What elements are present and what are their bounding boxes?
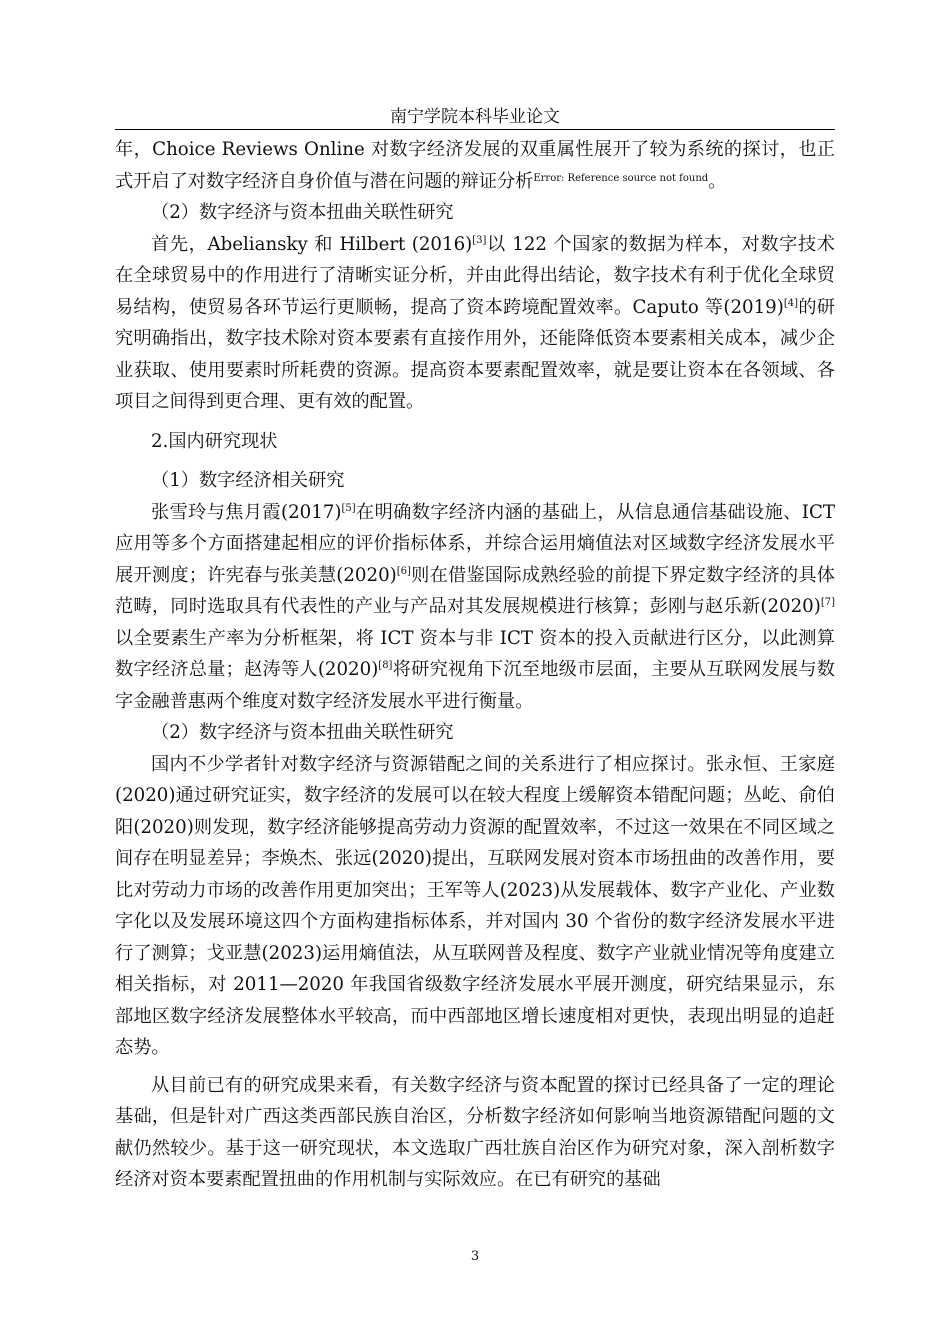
paragraph-text: 的研究明确指出，数字技术除对资本要素有直接作用外，还能降低资本要素相关成本，减少企业获取、使用要素时所耗费的资源。提高资本要素配置效率，就是要让资本在各领域、各项目之间得到更合理、更有效的配置。 [115,296,835,412]
paragraph-text: 。 [708,170,727,192]
running-header: 南宁学院本科毕业论文 [390,107,560,127]
paragraph-text: 张雪玲与焦月霞(2017) [151,501,342,523]
paragraph-research-gap: 从目前已有的研究成果来看，有关数字经济与资本配置的探讨已经具备了一定的理论基础，但是针对广西这类西部民族自治区，分析数字经济如何影响当地资源错配问题的文献仍然较少。基于这一研究现状，本文选取广西壮族自治区作为研究对象，深入剖析数字经济对资本要素配置扭曲的作用机制与实际效应。在已有研究的基础 [115,1074,835,1190]
paragraph-text: 则在借鉴国际成熟经验的前提下界定数字经济的具体范畴，同时选取具有代表性的产业与产品对其发展规模进行核算；彭刚与赵乐新(2020) [115,564,835,617]
reference-error: Error: Reference source not found [533,172,709,184]
header-rule [115,129,835,130]
paragraph-domestic-misallocation: 国内不少学者针对数字经济与资源错配之间的关系进行了相应探讨。张永恒、王家庭(2020)通过研究证实，数字经济的发展可以在较大程度上缓解资本错配问题；丛屹、俞伯阳(2020)则发现，数字经济能够提高劳动力资源的配置效率，不过这一效果在不同区域之间存在明显差异；李焕杰、张远(2020)提出，互联网发展对资本市场扭曲的改善作用，要比对劳动力市场的改善作用更加突出；王军等人(2023)从发展载体、数字产业化、产业数字化以及发展环境这四个方面构建指标体系，并对国内 30 个省份的数字经济发展水平进行了测算；戈亚慧(2023)运用熵值法，从互联网普及程度、数字产业就业情况等角度建立相关指标，对 2011—2020 年我国省级数字经济发展水平展开测度，研究结果显示，东部地区数字经济发展整体水平较高，而中西部地区增长速度相对更快，表现出明显的追赶态势。 [115,753,835,1058]
citation: [3] [472,234,487,246]
section-heading-domestic: 2.国内研究现状 [151,430,278,452]
paragraph-text: 在明确数字经济内涵的基础上，从信息通信基础设施、ICT 应用等多个方面搭建起相应的评价指标体系，并综合运用熵值法对区域数字经济发展水平展开测度；许宪春与张美慧(2020) [115,501,835,586]
paragraph-text: 以 122 个国家的数据为样本，对数字技术在全球贸易中的作用进行了清晰实证分析，并由此得出结论，数字技术有利于优化全球贸易结构，使贸易各环节运行更顺畅，提高了资本跨境配置效率。Caputo 等(2019) [115,233,835,318]
paragraph-text: 首先，Abeliansky 和 Hilbert (2016) [151,233,473,255]
paragraph-choice-reviews [115,134,835,197]
page-number: 3 [470,1249,480,1264]
page-body [115,134,835,1196]
paragraph-foreign-studies [115,229,835,418]
citation: [6] [396,565,411,577]
paragraph-domestic-measurement [115,497,835,718]
citation: [4] [783,297,799,309]
paragraph-text: 以全要素生产率为分析框架，将 ICT 资本与非 ICT 资本的投入贡献进行区分，以此测算数字经济总量；赵涛等人(2020) [115,627,835,680]
subheading-digital-economy: （1）数字经济相关研究 [151,470,345,491]
citation: [7] [820,597,835,608]
citation: [5] [341,502,356,514]
paragraph-text: 年，Choice Reviews Online 对数字经济发展的双重属性展开了较为系统的探讨，也正式开启了对数字经济自身价值与潜在问题的辩证分析 [115,139,835,192]
subheading-capital-distortion-foreign: （2）数字经济与资本扭曲关联性研究 [151,202,454,223]
subheading-capital-distortion-domestic: （2）数字经济与资本扭曲关联性研究 [151,722,454,743]
citation: [8] [378,660,393,671]
paragraph-text: 将研究视角下沉至地级市层面，主要从互联网发展与数字金融普惠两个维度对数字经济发展水平进行衡量。 [115,659,835,712]
